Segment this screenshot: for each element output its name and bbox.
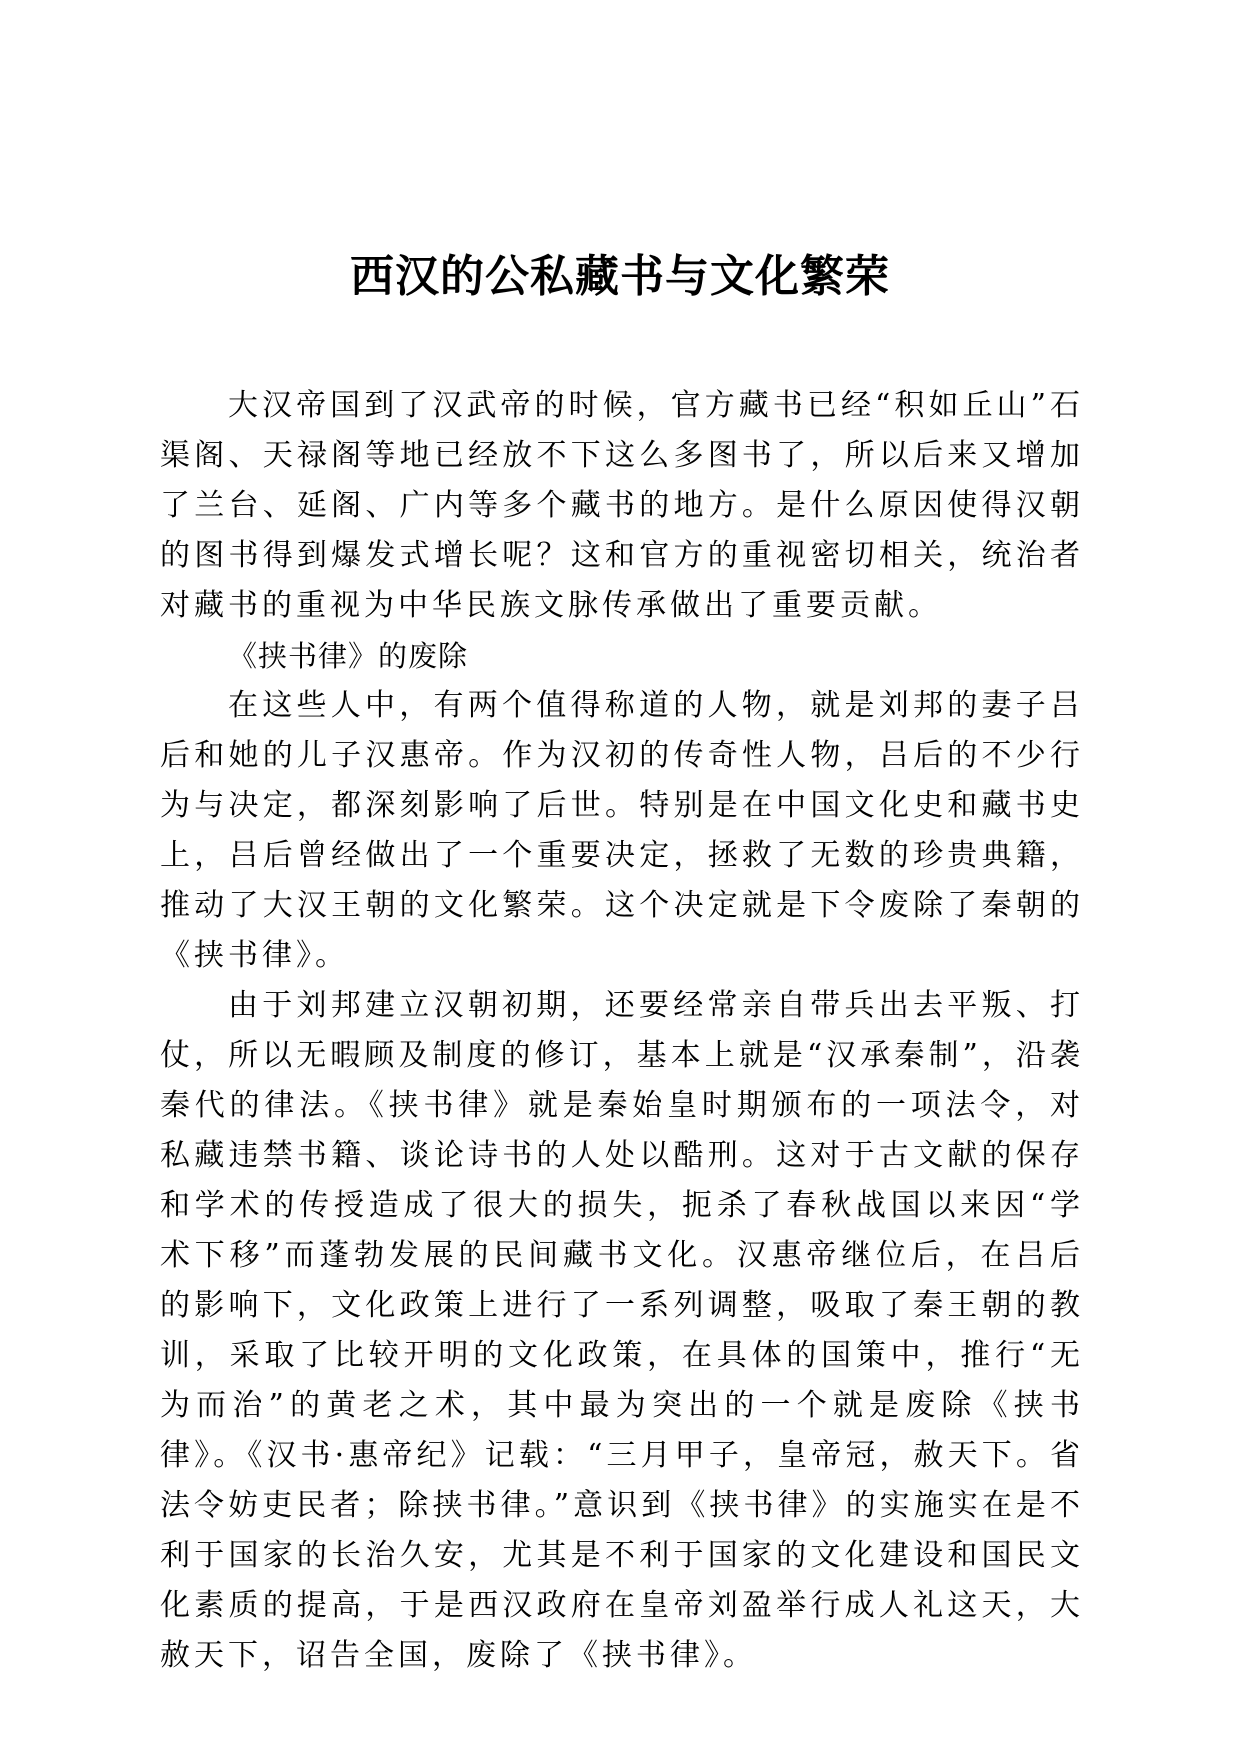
paragraph-lu-hou: 在这些人中，有两个值得称道的人物，就是刘邦的妻子吕后和她的儿子汉惠帝。作为汉初的传奇性人物，吕后的不少行为与决定，都深刻影响了后世。特别是在中国文化史和藏书史上，吕后曾经做出了一个重要决定，拯救了无数的珍贵典籍，推动了大汉王朝的文化繁荣。这个决定就是下令废除了秦朝的《挟书律》。 (160, 688, 1084, 973)
document-title: 西汉的公私藏书与文化繁荣 (350, 251, 890, 302)
paragraph-abolition: 由于刘邦建立汉朝初期，还要经常亲自带兵出去平叛、打仗，所以无暇顾及制度的修订，基本上就是“汉承秦制”，沿袭秦代的律法。《挟书律》就是秦始皇时期颁布的一项法令，对私藏违禁书籍、谈论诗书的人处以酷刑。这对于古文献的保存和学术的传授造成了很大的损失，扼杀了春秋战国以来因“学术下移”而蓬勃发展的民间藏书文化。汉惠帝继位后，在吕后的影响下，文化政策上进行了一系列调整，吸取了秦王朝的教训，采取了比较开明的文化政策，在具体的国策中，推行“无为而治”的黄老之术，其中最为突出的一个就是废除《挟书律》。《汉书·惠帝纪》记载：“三月甲子，皇帝冠，赦天下。省法令妨吏民者；除挟书律。”意识到《挟书律》的实施实在是不利于国家的长治久安，尤其是不利于国家的文化建设和国民文化素质的提高，于是西汉政府在皇帝刘盈举行成人礼这天，大赦天下，诏告全国，废除了《挟书律》。 (160, 988, 1084, 1673)
section-heading: 《挟书律》的废除 (228, 639, 469, 673)
document-body (160, 381, 1084, 1681)
paragraph-intro: 大汉帝国到了汉武帝的时候，官方藏书已经“积如丘山”石渠阁、天禄阁等地已经放不下这么多图书了，所以后来又增加了兰台、延阁、广内等多个藏书的地方。是什么原因使得汉朝的图书得到爆发式增长呢？这和官方的重视密切相关，统治者对藏书的重视为中华民族文脉传承做出了重要贡献。 (160, 388, 1084, 623)
